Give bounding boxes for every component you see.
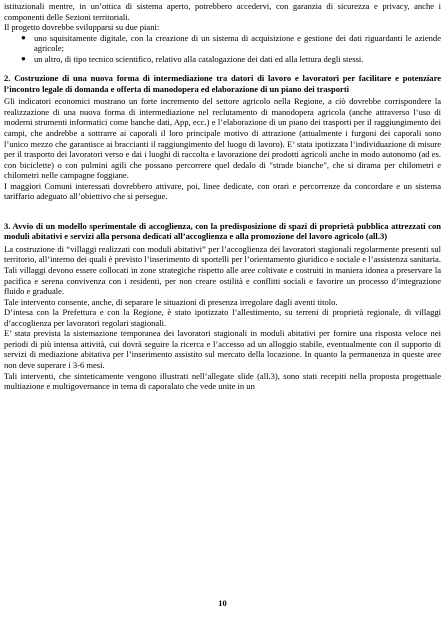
bullet-item (21, 53, 441, 65)
intro-plan-paragraph: Il progetto dovrebbe svilupparsi su due piani: (4, 22, 160, 33)
section-2-heading: 2. Costruzione di una nuova forma di intermediazione tra datori di lavoro e lavoratori per facilitare e potenziare l’incontro legale di domanda e offerta di manodopera ed elaborazione di un piano dei trasporti (4, 73, 441, 94)
bullet-text: uno squisitamente digitale, con la creazione di un sistema di acquisizione e gestione dei dati riguardanti le aziende agricole; (34, 32, 441, 54)
bullet-text: un altro, di tipo tecnico scientifico, relativo alla catalogazione dei dati ed alla lettura degli stessi. (34, 53, 364, 64)
section-3-paragraph: Tali interventi, che sinteticamente vengono illustrati nell’allegate slide (all.3), sono stati recepiti nella proposta progettuale multiazione e multigovernance in tema di caporalato che vede unite in un (4, 370, 441, 392)
bullet-item (21, 32, 441, 54)
section-2-body (4, 96, 441, 201)
page-number: 10 (218, 598, 227, 608)
section-3-paragraph: D’intesa con la Prefettura e con la Regione, è stato ipotizzato l’allestimento, su terreni di proprietà regionale, di villaggi d’accoglienza per lavoratori regolari stagionali. (4, 307, 441, 328)
section-2-paragraph: Gli indicatori economici mostrano un forte incremento del settore agricolo nella Regione, a ciò dovrebbe corrispondere la realizzazione di una nuova forma di intermediazione nel reclutamento di manodopera agricola (anche attraverso l’uso di moderni strumenti informatici come banche dati, App, ecc.) e l’elaborazione di un piano dei trasporti per il raggiungimento dei campi, che andrebbe a sottrarre ai caporali il loro principale motivo di attrazione (attualmente i furgoni dei caporali sono l’unico mezzo che garantisce ai braccianti il raggiungimento del luogo di lavoro). E’ stata ipotizzata l’individuazione di misure per il trasporto dei lavoratori verso e dai i luoghi di raccolta e lavorazione dei prodotti agricoli anche in modo autonomo (ad es. con biciclette) o con pulmini agili che possano percorrere quel dedalo di "strade bianche", che si dirama per chilometri e chilometri nelle campagne foggiane. (4, 96, 441, 181)
section-3-body (4, 244, 441, 392)
section-3-paragraph: Tale intervento consente, anche, di separare le situazioni di presenza irregolare dagli aventi titolo. (4, 296, 338, 307)
section-3-paragraph: E’ stata prevista la sistemazione temporanea dei lavoratori stagionali in moduli abitativi per fornire una risposta veloce nei periodi di più intensa attività, cui dovrà seguire la ricerca e l’accesso ad un alloggio stabile, eventualmente con il supporto di servizi di mediazione abitativa per l’inserimento assistito sul mercato della locazione. In quanto la permanenza in queste aree non deve superare i 3-6 mesi. (4, 328, 441, 370)
section-3-heading: 3. Avvio di un modello sperimentale di accoglienza, con la predisposizione di spazi di proprietà pubblica attrezzati con moduli abitativi e servizi alla persona dedicati all’accoglienza e alla promozione del lavoro agricolo (all.3) (4, 220, 441, 242)
intro-paragraph: istituzionali mentre, in un’ottica di sistema aperto, potrebbero accedervi, con garanzia di sicurezza e privacy, anche i componenti delle Sezioni territoriali. (4, 1, 441, 22)
bullet-dot-icon: ● (21, 32, 26, 42)
section-2-paragraph: I maggiori Comuni interessati dovrebbero attivare, poi, linee dedicate, con orari e percorrenze da concordare e un sistema tariffario adeguato all’obiettivo che si persegue. (4, 180, 441, 202)
plan-bullet-list (4, 33, 441, 65)
bullet-dot-icon: ● (21, 53, 26, 63)
section-3-paragraph: La costruzione di “villaggi realizzati con moduli abitativi” per l’accoglienza dei lavoratori stagionali regolarmente presenti sul territorio, all’interno dei quali è previsto l’inserimento di sportelli per l’orientamento giuridico e sociale e l’assistenza sanitaria. Tali villaggi devono essere collocati in zone strategiche rispetto alle aree coltivate e costruiti in maniera idonea a preservare la pacifica e serena convivenza con i residenti, per non creare ostilità e conflitti sociali e favorire un processo d’integrazione fluido e graduale. (4, 243, 441, 297)
